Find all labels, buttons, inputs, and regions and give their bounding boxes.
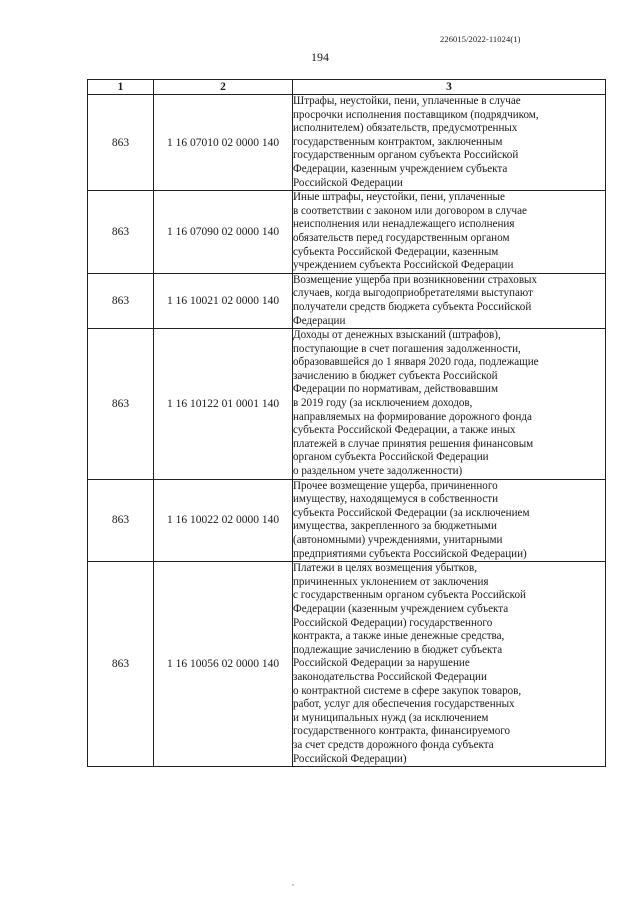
column-header-3: 3 [293,80,606,95]
description-line: в 2019 году (за исключением доходов, [293,397,473,410]
description-line: государственным органом субъекта Российской [293,149,519,162]
description-cell [293,191,606,274]
description-line: Российской Федерации за нарушение [293,657,470,670]
description-line: платежей в случае принятия решения финансовым [293,437,534,450]
budget-classification-code-cell: 1 16 10021 02 0000 140 [154,273,293,328]
description-cell [293,273,606,328]
description-line: подлежащие зачислению в бюджет субъекта [293,643,503,656]
description-line: с государственным органом субъекта Российской [293,589,526,602]
description-line: Федерации [293,314,346,327]
table-row [88,562,606,767]
description-line: Возмещение ущерба при возникновении страховых [293,273,538,286]
description-line: направляемых на формирование дорожного фонда [293,410,532,423]
description-line: Российской Федерации) [293,752,407,765]
admin-code-cell: 863 [88,191,154,274]
table-row [88,95,606,191]
description-cell [293,562,606,767]
budget-classification-code-cell: 1 16 07090 02 0000 140 [154,191,293,274]
description-line: о раздельном учете задолженности) [293,465,463,478]
description-line: государственным контрактом, заключенным [293,135,503,148]
description-line: государственного контракта, финансируемого [293,725,511,738]
admin-code-cell: 863 [88,329,154,480]
description-line: Платежи в целях возмещения убытков, [293,562,477,575]
description-line: в соответствии с законом или договором в случае [293,204,527,217]
admin-code-cell: 863 [88,273,154,328]
description-line: контракта, а также иные денежные средства, [293,630,505,643]
scan-speck [292,884,294,886]
description-line: получатели средств бюджета субъекта Российской [293,300,532,313]
description-line: предприятиями субъекта Российской Федерации) [293,547,527,560]
description-line: имуществу, находящемуся в собственности [293,493,499,506]
budget-codes-table [87,79,606,767]
description-line: исполнителем) обязательств, предусмотренных [293,122,518,135]
table-row [88,273,606,328]
description-line: Федерации (казенным учреждением субъекта [293,602,509,615]
budget-classification-code-cell: 1 16 07010 02 0000 140 [154,95,293,191]
description-line: законодательства Российской Федерации [293,670,487,683]
description-line: причиненных уклонением от заключения [293,575,489,588]
description-line: имущества, закрепленного за бюджетными [293,520,497,533]
budget-classification-code-cell: 1 16 10122 01 0001 140 [154,329,293,480]
table-row [88,479,606,562]
description-line: случаев, когда выгодоприобретателями выступают [293,287,533,300]
description-line: учреждением субъекта Российской Федерации [293,259,514,272]
description-line: Российской Федерации [293,176,403,189]
description-cell [293,479,606,562]
description-line: (автономными) учреждениями, унитарными [293,534,503,546]
description-line: обязательств перед государственным органом [293,231,510,244]
description-line: Прочее возмещение ущерба, причиненного [293,479,498,492]
budget-classification-code-cell: 1 16 10056 02 0000 140 [154,562,293,767]
budget-classification-code-cell: 1 16 10022 02 0000 140 [154,479,293,562]
description-line: и муниципальных нужд (за исключением [293,711,489,724]
description-line: органом субъекта Российской Федерации [293,451,489,464]
description-line: просрочки исполнения поставщиком (подрядчиком, [293,108,539,121]
description-line: Российской Федерации) государственного [293,616,493,629]
description-line: неисполнения или ненадлежащего исполнения [293,218,515,231]
description-line: поступающие в счет погашения задолженности, [293,342,521,355]
description-line: зачислению в бюджет субъекта Российской [293,369,498,382]
description-line: субъекта Российской Федерации (за исключением [293,506,530,519]
description-line: работ, услуг для обеспечения государственных [293,698,515,711]
table-row [88,191,606,274]
description-cell [293,329,606,480]
description-cell [293,95,606,191]
description-line: о контрактной системе в сфере закупок товаров, [293,684,522,697]
column-header-2: 2 [154,80,293,95]
description-line: субъекта Российской Федерации, казенным [293,245,499,258]
description-line: Иные штрафы, неустойки, пени, уплаченные [293,191,505,204]
description-line: Федерации по нормативам, действовавшим [293,383,498,396]
page-number: 194 [311,50,329,64]
admin-code-cell: 863 [88,479,154,562]
table-row [88,329,606,480]
admin-code-cell: 863 [88,562,154,767]
document-id: 226015/2022-11024(1) [440,34,521,44]
description-line: субъекта Российской Федерации, а также иных [293,424,516,437]
description-line: образовавшейся до 1 января 2020 года, подлежащие [293,356,539,369]
description-line: Доходы от денежных взысканий (штрафов), [293,329,501,342]
table-body [88,95,606,767]
description-line: за счет средств дорожного фонда субъекта [293,738,494,751]
description-line: Федерации, казенным учреждением субъекта [293,162,508,175]
admin-code-cell: 863 [88,95,154,191]
table-header-row [88,80,606,95]
column-header-1: 1 [88,80,154,95]
description-line: Штрафы, неустойки, пени, уплаченные в случае [293,95,521,107]
